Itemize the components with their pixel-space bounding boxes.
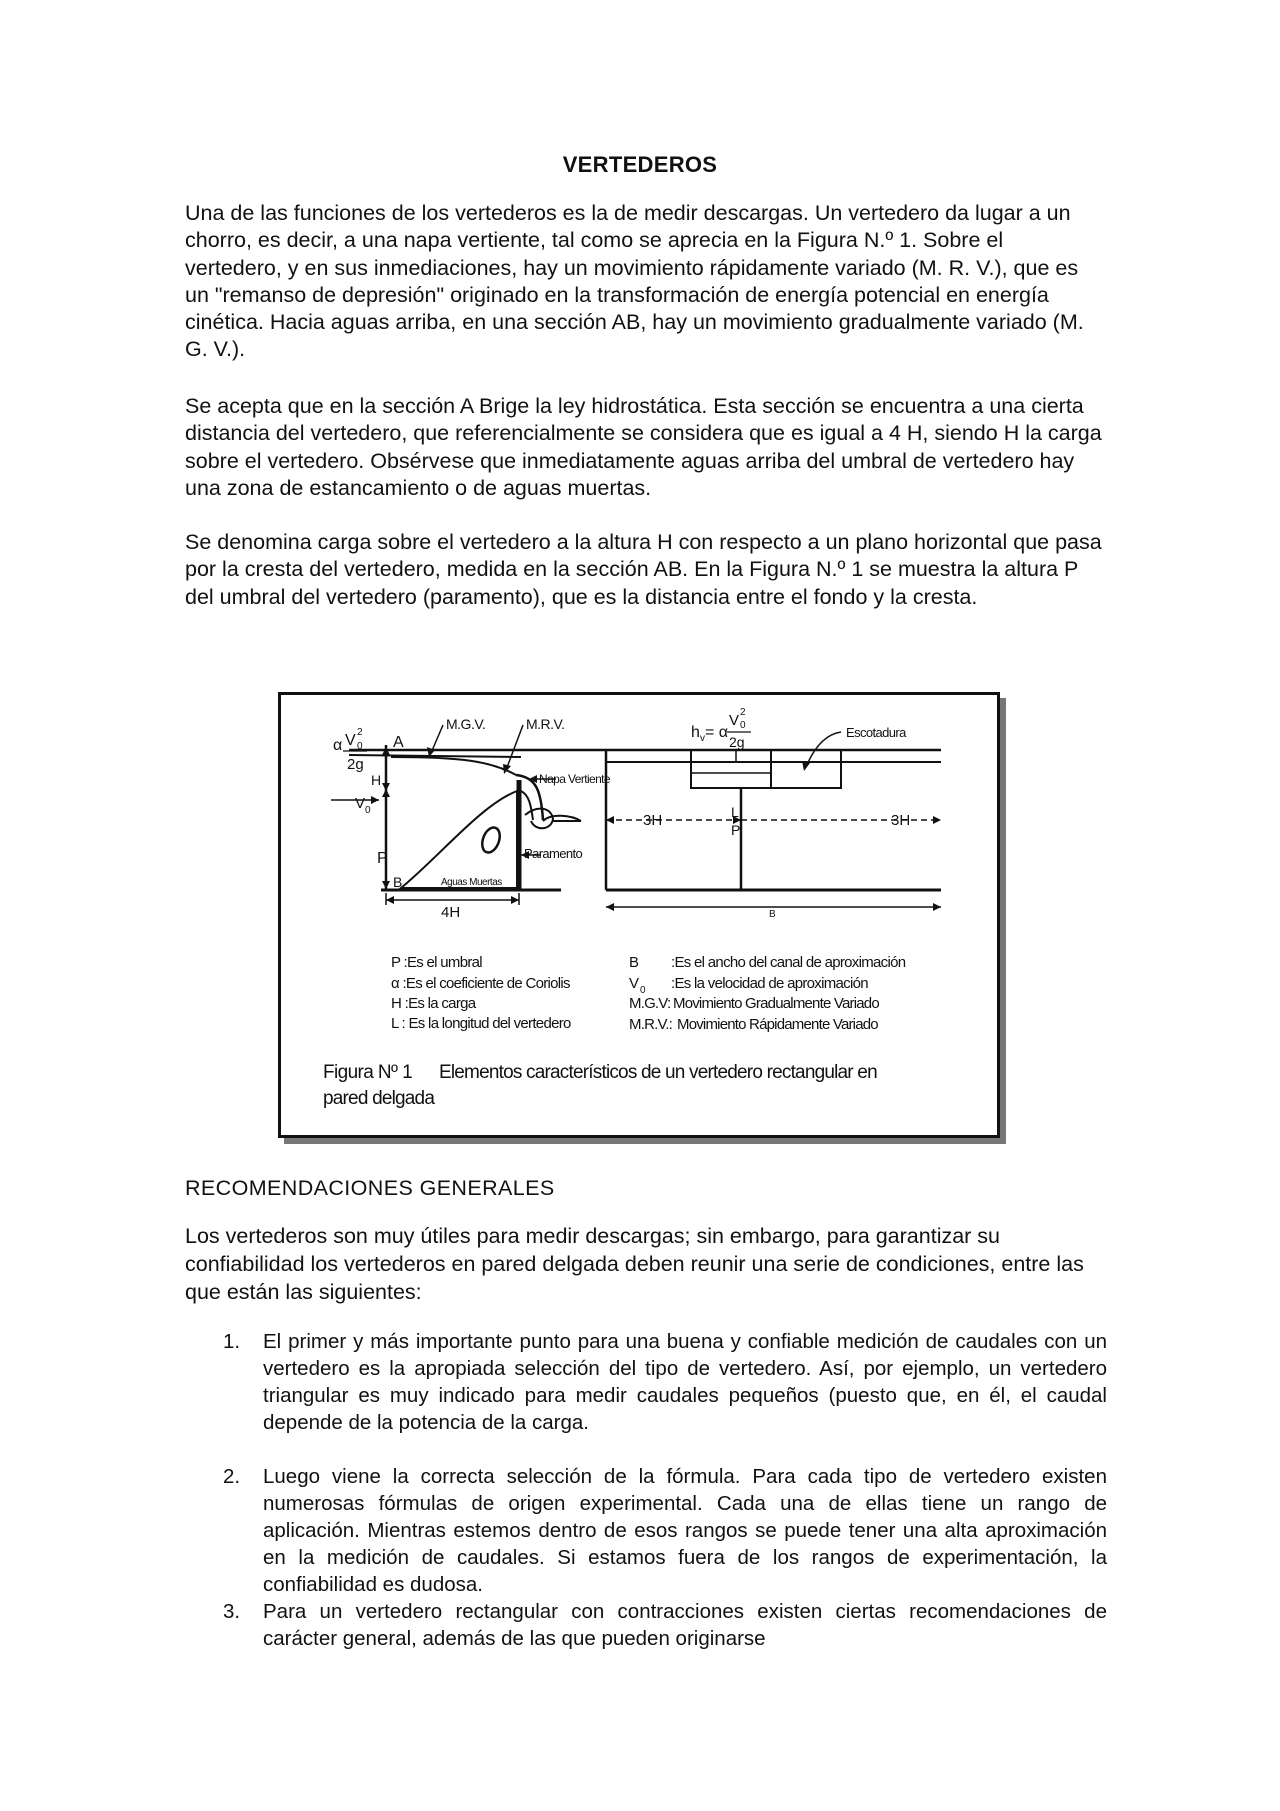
legend-right-key-3: M.G.V: xyxy=(629,995,671,1012)
label-eq-alpha: = α xyxy=(705,724,729,741)
legend-left-1: P :Es el umbral xyxy=(391,954,482,971)
legend-right-text-1: :Es el ancho del canal de aproximación xyxy=(671,954,906,971)
paragraph-intro: Una de las funciones de los vertederos es la de medir descargas. Un vertedero da lugar a un chorro, es decir, a una napa vertiente, tal como se aprecia en la Figura N.º 1. Sobre el vertedero, y en sus inmediaciones, hay un movimiento rápidamente variado (M. R. V.), que es un "remanso de depresión" originado en la transformación de energía potencial en energía cinética. Hacia aguas arriba, en una sección AB, hay un movimiento gradualmente variado (M. G. V.). xyxy=(185,201,1084,362)
paragraph-section-ab: Se acepta que en la sección A Brige la ley hidrostática. Esta sección se encuentra a una cierta distancia del vertedero, que referencialmente se considera que es igual a 4 H, siendo H la carga sobre el vertedero. Obsérvese que inmediatamente aguas arriba del umbral de vertedero hay una zona de estancamiento o de aguas muertas. xyxy=(185,394,1102,500)
water-surface-upstream xyxy=(349,755,521,757)
label-v0-squared-right: V xyxy=(729,712,740,729)
svg-text:0: 0 xyxy=(357,741,363,752)
document-title: VERTEDEROS xyxy=(562,152,718,177)
paragraph-carga: Se denomina carga sobre el vertedero a la altura H con respecto a un plano horizontal que pasa por la cresta del vertedero, medida en la sección AB. En la Figura N.º 1 se muestra la altura P del umbral del vertedero (paramento), que es la distancia entre el fondo y la cresta. xyxy=(185,530,1102,609)
legend-left-4: L : Es la longitud del vertedero xyxy=(391,1015,571,1032)
label-b-dimension: B xyxy=(769,909,776,920)
svg-text:0: 0 xyxy=(740,720,746,731)
list-item xyxy=(185,1328,1107,1436)
legend-left-2: α :Es el coeficiente de Coriolis xyxy=(391,975,570,992)
label-p-right: P xyxy=(731,822,741,838)
legend-right-text-4: Movimiento Rápidamente Variado xyxy=(677,1016,878,1033)
label-hv: h xyxy=(691,724,700,741)
legend-right-key-2: V xyxy=(629,975,640,992)
legend-right-key-4: M.R.V.: xyxy=(629,1016,673,1033)
list-item-text: Luego viene la correcta selección de la fórmula. Para cada tipo de vertedero existen numerosas fórmulas de origen experimental. Cada una de ellas tiene un rango de aplicación. Mientras estemos dentro de esos rangos se puede tener una alta aproximación en la medición de caudales. Si estamos fuera de los rangos de experimentación, la confiabilidad es dudosa. xyxy=(263,1465,1107,1596)
label-v0-squared: V xyxy=(345,732,356,749)
list-item-text: Para un vertedero rectangular con contracciones existen ciertas recomendaciones de carácter general, además de las que pueden originarse xyxy=(263,1600,1107,1650)
label-v0: V xyxy=(355,795,366,812)
nappe-lower xyxy=(521,791,533,820)
label-mrv: M.R.V. xyxy=(526,716,565,732)
svg-text:v: v xyxy=(700,733,705,744)
label-4h: 4H xyxy=(441,904,461,921)
caption-line-1: Elementos característicos de un vertedero rectangular en xyxy=(439,1062,877,1083)
label-3h-right: 3H xyxy=(891,812,911,829)
svg-text:2: 2 xyxy=(740,707,746,718)
list-number: 1. xyxy=(223,1330,241,1353)
figure-weir-diagram xyxy=(278,692,1000,1138)
list-item xyxy=(185,1463,1107,1598)
label-2g-right: 2g xyxy=(729,734,745,750)
caption-lead: Figura Nº 1 xyxy=(323,1062,413,1083)
legend-left-3: H :Es la carga xyxy=(391,995,476,1012)
svg-text:2: 2 xyxy=(357,727,363,738)
mgv-curve xyxy=(391,757,516,775)
label-alpha: α xyxy=(333,737,343,754)
label-escotadura: Escotadura xyxy=(846,725,906,740)
caption-line-2: pared delgada xyxy=(323,1088,435,1109)
label-p: P xyxy=(377,850,388,867)
label-l: L xyxy=(731,804,739,820)
label-3h-left: 3H xyxy=(643,812,663,829)
list-number: 2. xyxy=(223,1465,241,1488)
label-b: B xyxy=(393,874,403,890)
list-item xyxy=(185,1598,1107,1652)
label-aguas-muertas: Aguas Muertas xyxy=(441,877,502,888)
svg-text:0: 0 xyxy=(365,805,371,816)
svg-text:0: 0 xyxy=(640,985,646,996)
eddy-icon xyxy=(479,825,503,855)
label-mgv: M.G.V. xyxy=(446,716,486,732)
legend-right-text-2: :Es la velocidad de aproximación xyxy=(671,975,868,992)
label-a: A xyxy=(393,734,404,751)
label-2g-left: 2g xyxy=(347,756,364,773)
label-h: H xyxy=(371,772,382,788)
label-paramento: Paramento xyxy=(524,846,583,861)
legend-right-key-1: B xyxy=(629,954,640,971)
weir-diagram-svg xyxy=(281,695,997,1135)
list-item-text: El primer y más importante punto para una buena y confiable medición de caudales con un vertedero es la apropiada selección del tipo de vertedero. Así, por ejemplo, un vertedero triangular es muy indicado para medir caudales pequeños (puesto que, en él, el caudal depende de la potencia de la carga. xyxy=(263,1330,1107,1434)
list-number: 3. xyxy=(223,1600,241,1623)
legend-right-text-3: Movimiento Gradualmente Variado xyxy=(673,995,879,1012)
recommendations-list xyxy=(185,1328,1107,1652)
section-paragraph: Los vertederos son muy útiles para medir descargas; sin embargo, para garantizar su confiabilidad los vertederos en pared delgada deben reunir una serie de condiciones, entre las que están las siguientes: xyxy=(185,1224,1084,1304)
escotadura-notch xyxy=(691,750,771,788)
section-heading: RECOMENDACIONES GENERALES xyxy=(185,1176,555,1200)
label-napa-vertiente: Napa Vertiente xyxy=(539,772,610,786)
